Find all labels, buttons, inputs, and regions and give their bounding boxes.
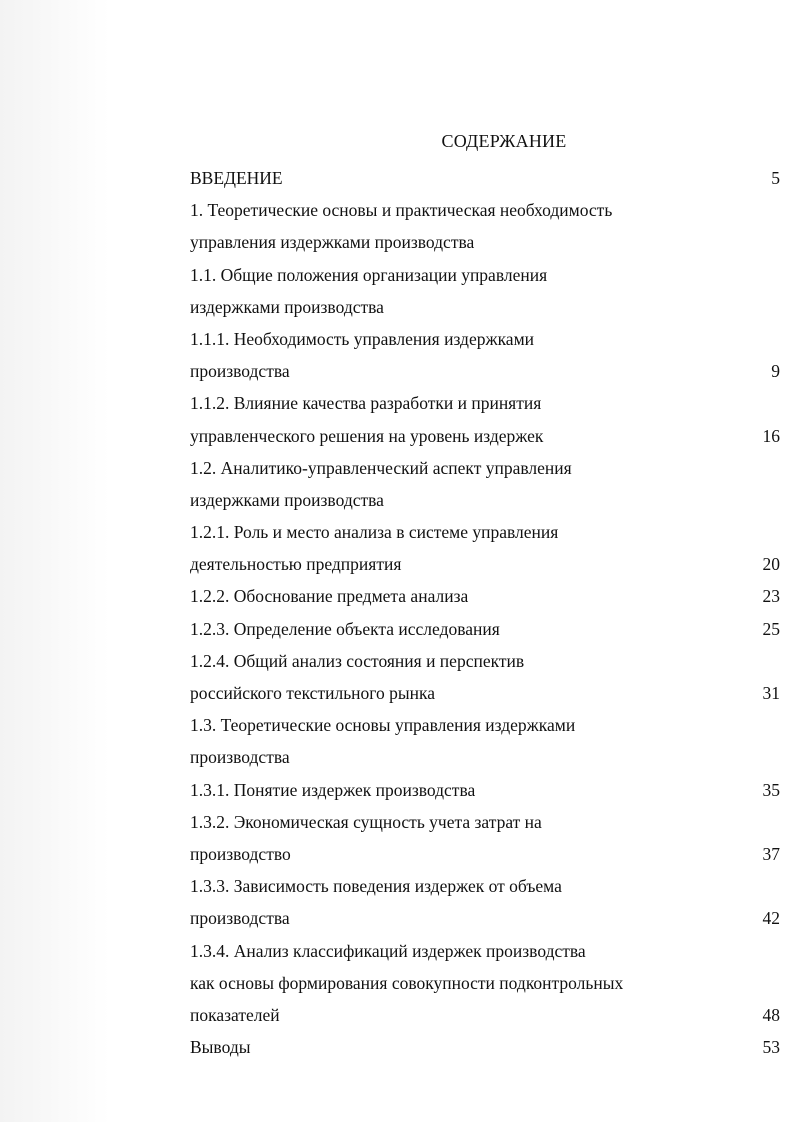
- toc-line: [190, 999, 780, 1031]
- toc-entry-text: как основы формирования совокупности подконтрольных: [190, 972, 624, 993]
- toc-entry-text: производства: [190, 908, 290, 929]
- toc-line: [190, 645, 780, 677]
- toc-entry-text: 1.3. Теоретические основы управления издержками: [190, 715, 576, 736]
- toc-entry-text: 1.2.2. Обоснование предмета анализа: [190, 586, 469, 607]
- toc-line: [190, 935, 780, 967]
- toc-entry-text: производства: [190, 747, 290, 768]
- toc-page-number: 23: [762, 586, 780, 607]
- toc-line: [190, 355, 780, 387]
- toc-entry-text: 1.2.1. Роль и место анализа в системе управления: [190, 522, 559, 543]
- toc-line: [190, 226, 780, 258]
- toc-line: [190, 677, 780, 709]
- toc-line: [190, 452, 780, 484]
- toc-entry-text: производства: [190, 361, 290, 382]
- toc-line: [190, 613, 780, 645]
- toc-line: [190, 291, 780, 323]
- page-title: СОДЕРЖАНИЕ: [441, 131, 567, 151]
- toc-line: [190, 194, 780, 226]
- toc-page-number: 20: [762, 554, 780, 575]
- toc-entry-text: 1.3.1. Понятие издержек производства: [190, 779, 476, 800]
- toc-line: [190, 516, 780, 548]
- toc-page-number: 16: [762, 425, 780, 446]
- toc-page-number: 53: [762, 1037, 780, 1058]
- toc-entry-text: 1.2.4. Общий анализ состояния и перспектив: [190, 650, 525, 671]
- toc-entry-text: 1.1.2. Влияние качества разработки и принятия: [190, 393, 542, 414]
- toc-entry-text: производство: [190, 843, 291, 864]
- toc-line: [190, 387, 780, 419]
- toc-line: [190, 967, 780, 999]
- toc-entry-text: издержками производства: [190, 489, 384, 510]
- toc-line: [190, 420, 780, 452]
- toc-line: [190, 806, 780, 838]
- toc-line: [190, 774, 780, 806]
- toc-entry-text: издержками производства: [190, 296, 384, 317]
- toc-line: [190, 1031, 780, 1063]
- toc-page-number: 48: [762, 1004, 780, 1025]
- toc-line: [190, 870, 780, 902]
- toc-line: [190, 484, 780, 516]
- toc-line: [190, 323, 780, 355]
- toc-page-number: 37: [762, 843, 780, 864]
- toc-entry-text: 1.2.3. Определение объекта исследования: [190, 618, 500, 639]
- table-of-contents: [190, 162, 780, 1063]
- toc-entry-text: 1.3.4. Анализ классификаций издержек производства: [190, 940, 586, 961]
- toc-entry-text: управленческого решения на уровень издержек: [190, 425, 544, 446]
- toc-page-number: 42: [762, 908, 780, 929]
- toc-entry-text: российского текстильного рынка: [190, 683, 436, 703]
- toc-page-number: 25: [762, 618, 780, 639]
- toc-entry-text: управления издержками производства: [190, 232, 475, 253]
- toc-entry-text: деятельностью предприятия: [190, 554, 402, 575]
- toc-line: [190, 259, 780, 291]
- toc-line: [190, 838, 780, 870]
- toc-page-number: 35: [762, 779, 780, 800]
- toc-entry-text: 1. Теоретические основы и практическая необходимость: [190, 200, 613, 221]
- toc-line: [190, 548, 780, 580]
- toc-page-number: 5: [771, 168, 780, 188]
- toc-entry-text: 1.3.3. Зависимость поведения издержек от объема: [190, 876, 562, 897]
- toc-line: [190, 902, 780, 934]
- toc-entry-text: 1.1.1. Необходимость управления издержками: [190, 328, 535, 349]
- toc-entry-text: 1.3.2. Экономическая сущность учета затрат на: [190, 811, 542, 832]
- toc-entry-text: Выводы: [190, 1037, 251, 1058]
- toc-page-number: 9: [771, 361, 780, 382]
- toc-line: [190, 741, 780, 773]
- toc-line: [190, 709, 780, 741]
- toc-entry-text: 1.1. Общие положения организации управления: [190, 264, 548, 285]
- toc-entry-text: 1.2. Аналитико-управленческий аспект управления: [190, 457, 572, 478]
- toc-entry-text: ВВЕДЕНИЕ: [190, 168, 283, 188]
- toc-line: [190, 580, 780, 612]
- scan-edge-shade: [0, 0, 110, 1122]
- toc-line: [190, 162, 780, 194]
- toc-page-number: 31: [762, 683, 780, 703]
- toc-entry-text: показателей: [190, 1004, 280, 1025]
